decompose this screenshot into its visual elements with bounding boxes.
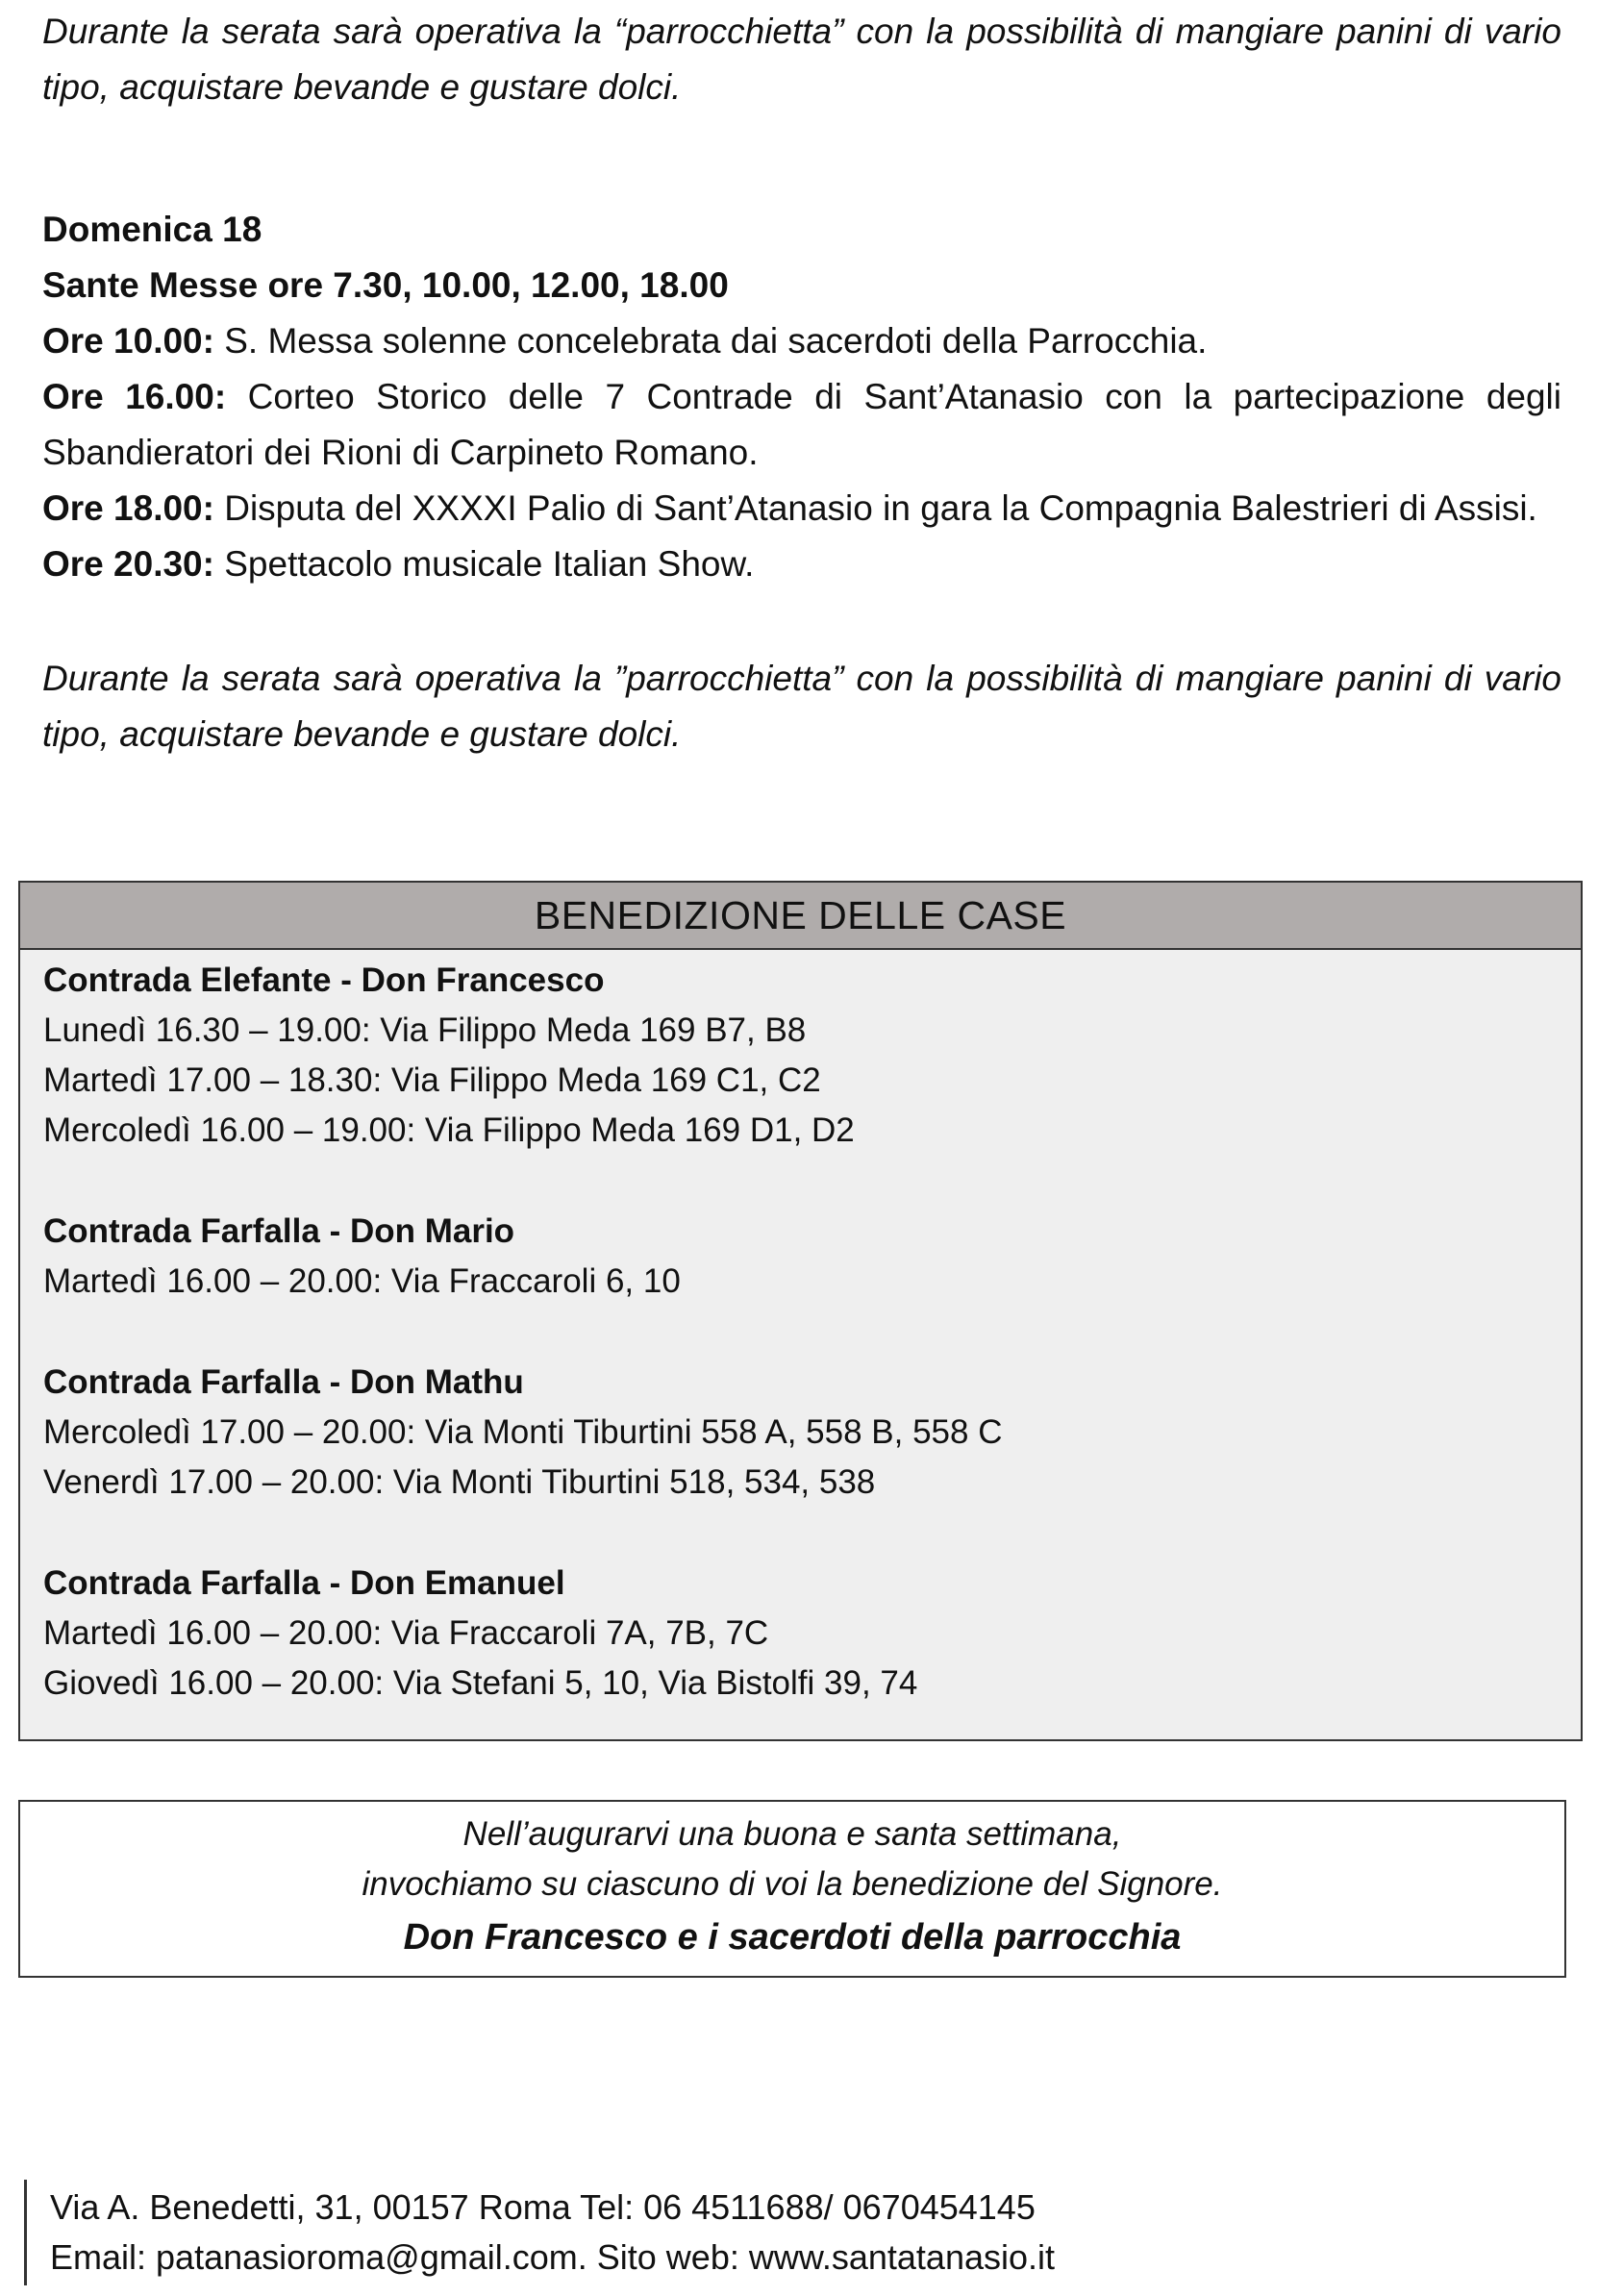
signature: Don Francesco e i sacerdoti della parrocchia — [403, 1917, 1182, 1958]
event-text: Disputa del XXXXI Palio di Sant’Atanasio in gara la Compagnia Balestrieri di Assisi. — [213, 488, 1537, 528]
schedule-row: Mercoledì 16.00 – 19.00: Via Filippo Meda 169 D1, D2 — [43, 1111, 855, 1149]
schedule-row: Martedì 17.00 – 18.30: Via Filippo Meda 169 C1, C2 — [43, 1061, 821, 1099]
event-text: S. Messa solenne concelebrata dai sacerdoti della Parrocchia. — [213, 321, 1208, 361]
schedule-row: Martedì 16.00 – 20.00: Via Fraccaroli 6, 10 — [43, 1262, 681, 1300]
house-blessing-box — [18, 881, 1583, 1741]
footer-address: Via A. Benedetti, 31, 00157 Roma Tel: 06 4511688/ 0670454145 — [50, 2187, 1036, 2227]
footer-email-web: Email: patanasioroma@gmail.com. Sito web: www.santatanasio.it — [50, 2237, 1056, 2277]
footer-divider — [24, 2180, 27, 2285]
event-row — [42, 481, 1561, 537]
contrada-title: Contrada Farfalla - Don Mathu — [43, 1363, 524, 1401]
contrada-section — [43, 956, 1558, 1156]
schedule-row: Martedì 16.00 – 20.00: Via Fraccaroli 7A, 7B, 7C — [43, 1614, 769, 1652]
blessing-schedule — [20, 950, 1581, 1709]
schedule-row: Mercoledì 17.00 – 20.00: Via Monti Tiburtini 558 A, 558 B, 558 C — [43, 1413, 1003, 1451]
event-text: Spettacolo musicale Italian Show. — [213, 544, 755, 584]
contrada-title: Contrada Elefante - Don Francesco — [43, 961, 605, 999]
contrada-title: Contrada Farfalla - Don Mario — [43, 1212, 515, 1250]
greeting-line: Nell’augurarvi una buona e santa settimana, — [462, 1815, 1122, 1853]
contrada-section — [43, 1358, 1558, 1508]
schedule-row: Giovedì 16.00 – 20.00: Via Stefani 5, 10, Via Bistolfi 39, 74 — [43, 1664, 918, 1702]
event-row — [42, 313, 1561, 369]
blessing-title: BENEDIZIONE DELLE CASE — [20, 883, 1581, 950]
footer-contacts — [50, 2183, 1055, 2283]
contrada-section — [43, 1559, 1558, 1709]
event-time: Ore 10.00: — [42, 321, 214, 361]
contrada-section — [43, 1207, 1558, 1307]
schedule-row: Lunedì 16.30 – 19.00: Via Filippo Meda 169 B7, B8 — [43, 1011, 807, 1049]
event-time: Ore 18.00: — [42, 488, 214, 528]
schedule-row: Venerdì 17.00 – 20.00: Via Monti Tiburtini 518, 534, 538 — [43, 1463, 876, 1501]
sunday-program — [42, 202, 1561, 592]
event-time: Ore 16.00: — [42, 377, 227, 416]
event-text: Corteo Storico delle 7 Contrade di Sant’Atanasio con la partecipazione degli Sbandieratori dei Rioni di Carpineto Romano. — [42, 377, 1561, 472]
event-time: Ore 20.30: — [42, 544, 214, 584]
event-row — [42, 537, 1561, 592]
event-row — [42, 369, 1561, 481]
sunday-masses: Sante Messe ore 7.30, 10.00, 12.00, 18.00 — [42, 265, 729, 305]
contrada-title: Contrada Farfalla - Don Emanuel — [43, 1564, 565, 1602]
greeting-line: invochiamo su ciascuno di voi la benedizione del Signore. — [362, 1865, 1223, 1903]
sunday-evening-note: Durante la serata sarà operativa la ”parrocchietta” con la possibilità di mangiare panini di vario tipo, acquistare bevande e gustare dolci. — [42, 659, 1561, 754]
sunday-day: Domenica 18 — [42, 210, 262, 249]
closing-greeting-box — [18, 1800, 1566, 1978]
evening-note: Durante la serata sarà operativa la “parrocchietta” con la possibilità di mangiare panini di vario tipo, acquistare bevande e gustare dolci. — [42, 12, 1561, 107]
